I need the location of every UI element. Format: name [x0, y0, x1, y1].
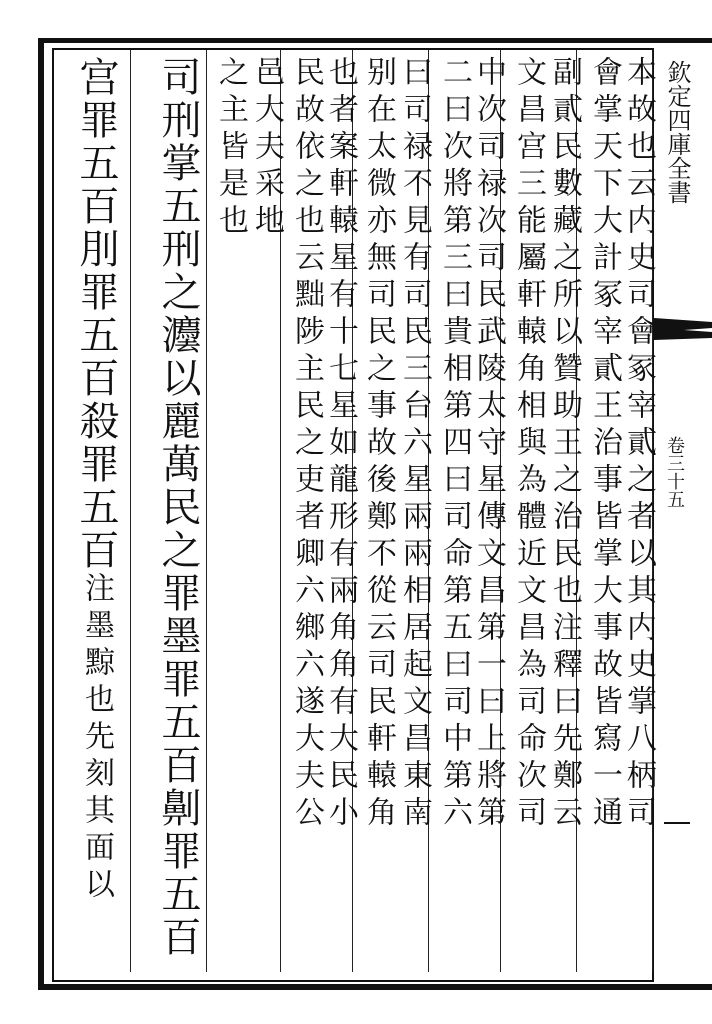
- text-column: 本故也云内史司會冢宰貳之者以其内史掌八柄司: [621, 56, 656, 833]
- main-text: 宫罪五百刖罪五百殺罪五百: [73, 56, 119, 572]
- text-column: 會掌天下大計冢宰貳王治事皆掌大事故皆寫一通: [587, 56, 622, 833]
- band-juan: 卷三十五: [664, 436, 685, 508]
- band-title: 欽定四庫全書: [663, 60, 691, 204]
- text-column: 二曰次將第三曰貴相第四曰司命第五曰司中第六: [437, 56, 472, 833]
- text-column: 也者案軒轅星有十七星如龍形有兩角角有大民小: [323, 56, 358, 833]
- column-rule: [130, 50, 131, 972]
- text-column: 之主皆是也: [213, 56, 248, 241]
- band-mark: [664, 822, 690, 824]
- text-column: 邑大夫采地: [249, 56, 284, 241]
- main-text-column: 司刑掌五刑之灋以麗萬民之罪墨罪五百劓罪五百: [155, 56, 201, 959]
- text-column: 曰司禄不見有司民三台六星兩兩相居起文昌東南: [397, 56, 432, 833]
- annotation-text: 注墨黥也先刻其面以: [79, 572, 114, 905]
- text-column: 副貳民數藏之所以贊助王之治民也注釋曰先鄭云: [547, 56, 582, 833]
- text-column: 民故依之也云黜陟主民之吏者卿六鄉六遂大夫公: [289, 56, 324, 833]
- text-column: 文昌宫三能屬軒轅角相與為體近文昌為司命次司: [511, 56, 546, 833]
- fishtail-ornament-icon: [654, 318, 712, 340]
- main-text-column-last: [68, 56, 125, 905]
- text-column: 别在太微亦無司民之事故後鄭不從云司民軒轅角: [361, 56, 396, 833]
- text-column: 中次司禄次司民武陵太守星傳文昌第一曰上將第: [471, 56, 506, 833]
